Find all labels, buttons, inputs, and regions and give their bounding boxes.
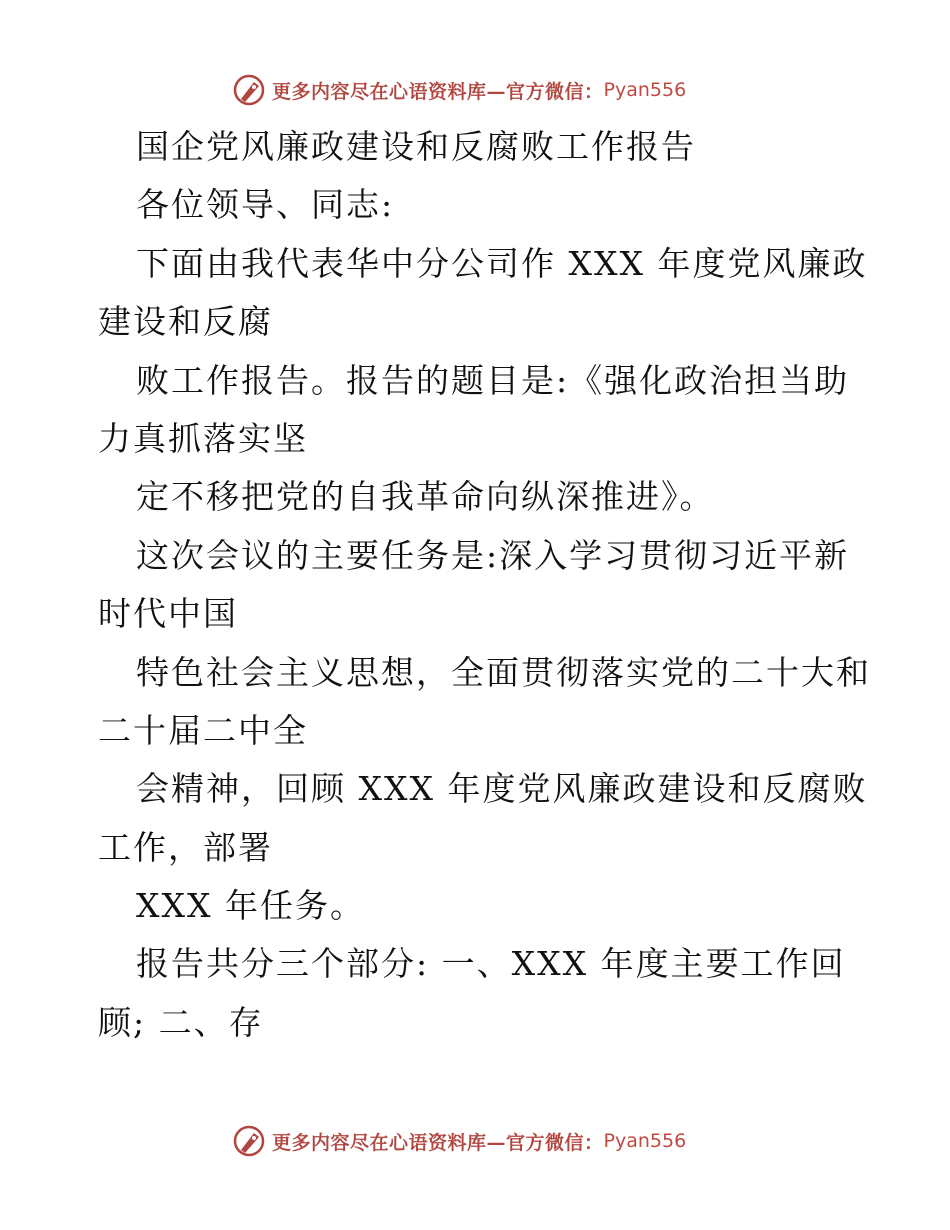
text-line: XXX 年任务。: [136, 886, 365, 926]
text-line: 报告共分三个部分: 一、XXX 年度主要工作回: [136, 944, 846, 984]
text-line: 力真抓落实坚: [98, 418, 308, 458]
text-line: 顾; 二、存: [98, 1002, 264, 1042]
text-line: 建设和反腐: [98, 302, 273, 342]
watermark-text: 更多内容尽在心语资料库—官方微信：: [272, 1131, 604, 1154]
watermark-wechat-id: Pyan556: [603, 79, 687, 101]
text-line: 下面由我代表华中分公司作 XXX 年度党风廉政: [136, 243, 868, 283]
pen-nib-circle-icon: [232, 1124, 266, 1158]
text-line: 工作，部署: [98, 827, 273, 867]
document-body: [98, 118, 871, 1052]
text-line: 会精神，回顾 XXX 年度党风廉政建设和反腐败: [136, 769, 868, 809]
text-line: 败工作报告。报告的题目是:《强化政治担当助: [136, 360, 850, 400]
text-line: 定不移把党的自我革命向纵深推进》。: [136, 477, 715, 517]
text-line: 各位领导、同志:: [136, 185, 395, 225]
text-line: 特色社会主义思想，全面贯彻落实党的二十大和: [136, 652, 871, 692]
header-watermark: [232, 73, 686, 107]
footer-watermark: [232, 1124, 686, 1158]
text-line: 时代中国: [98, 594, 238, 634]
pen-nib-circle-icon: [232, 73, 266, 107]
watermark-wechat-id: Pyan556: [603, 1130, 687, 1152]
watermark-text: 更多内容尽在心语资料库—官方微信：: [272, 80, 604, 103]
text-line: 二十届二中全: [98, 710, 308, 750]
text-line: 国企党风廉政建设和反腐败工作报告: [136, 127, 696, 166]
text-line: 这次会议的主要任务是:深入学习贯彻习近平新: [136, 535, 850, 575]
